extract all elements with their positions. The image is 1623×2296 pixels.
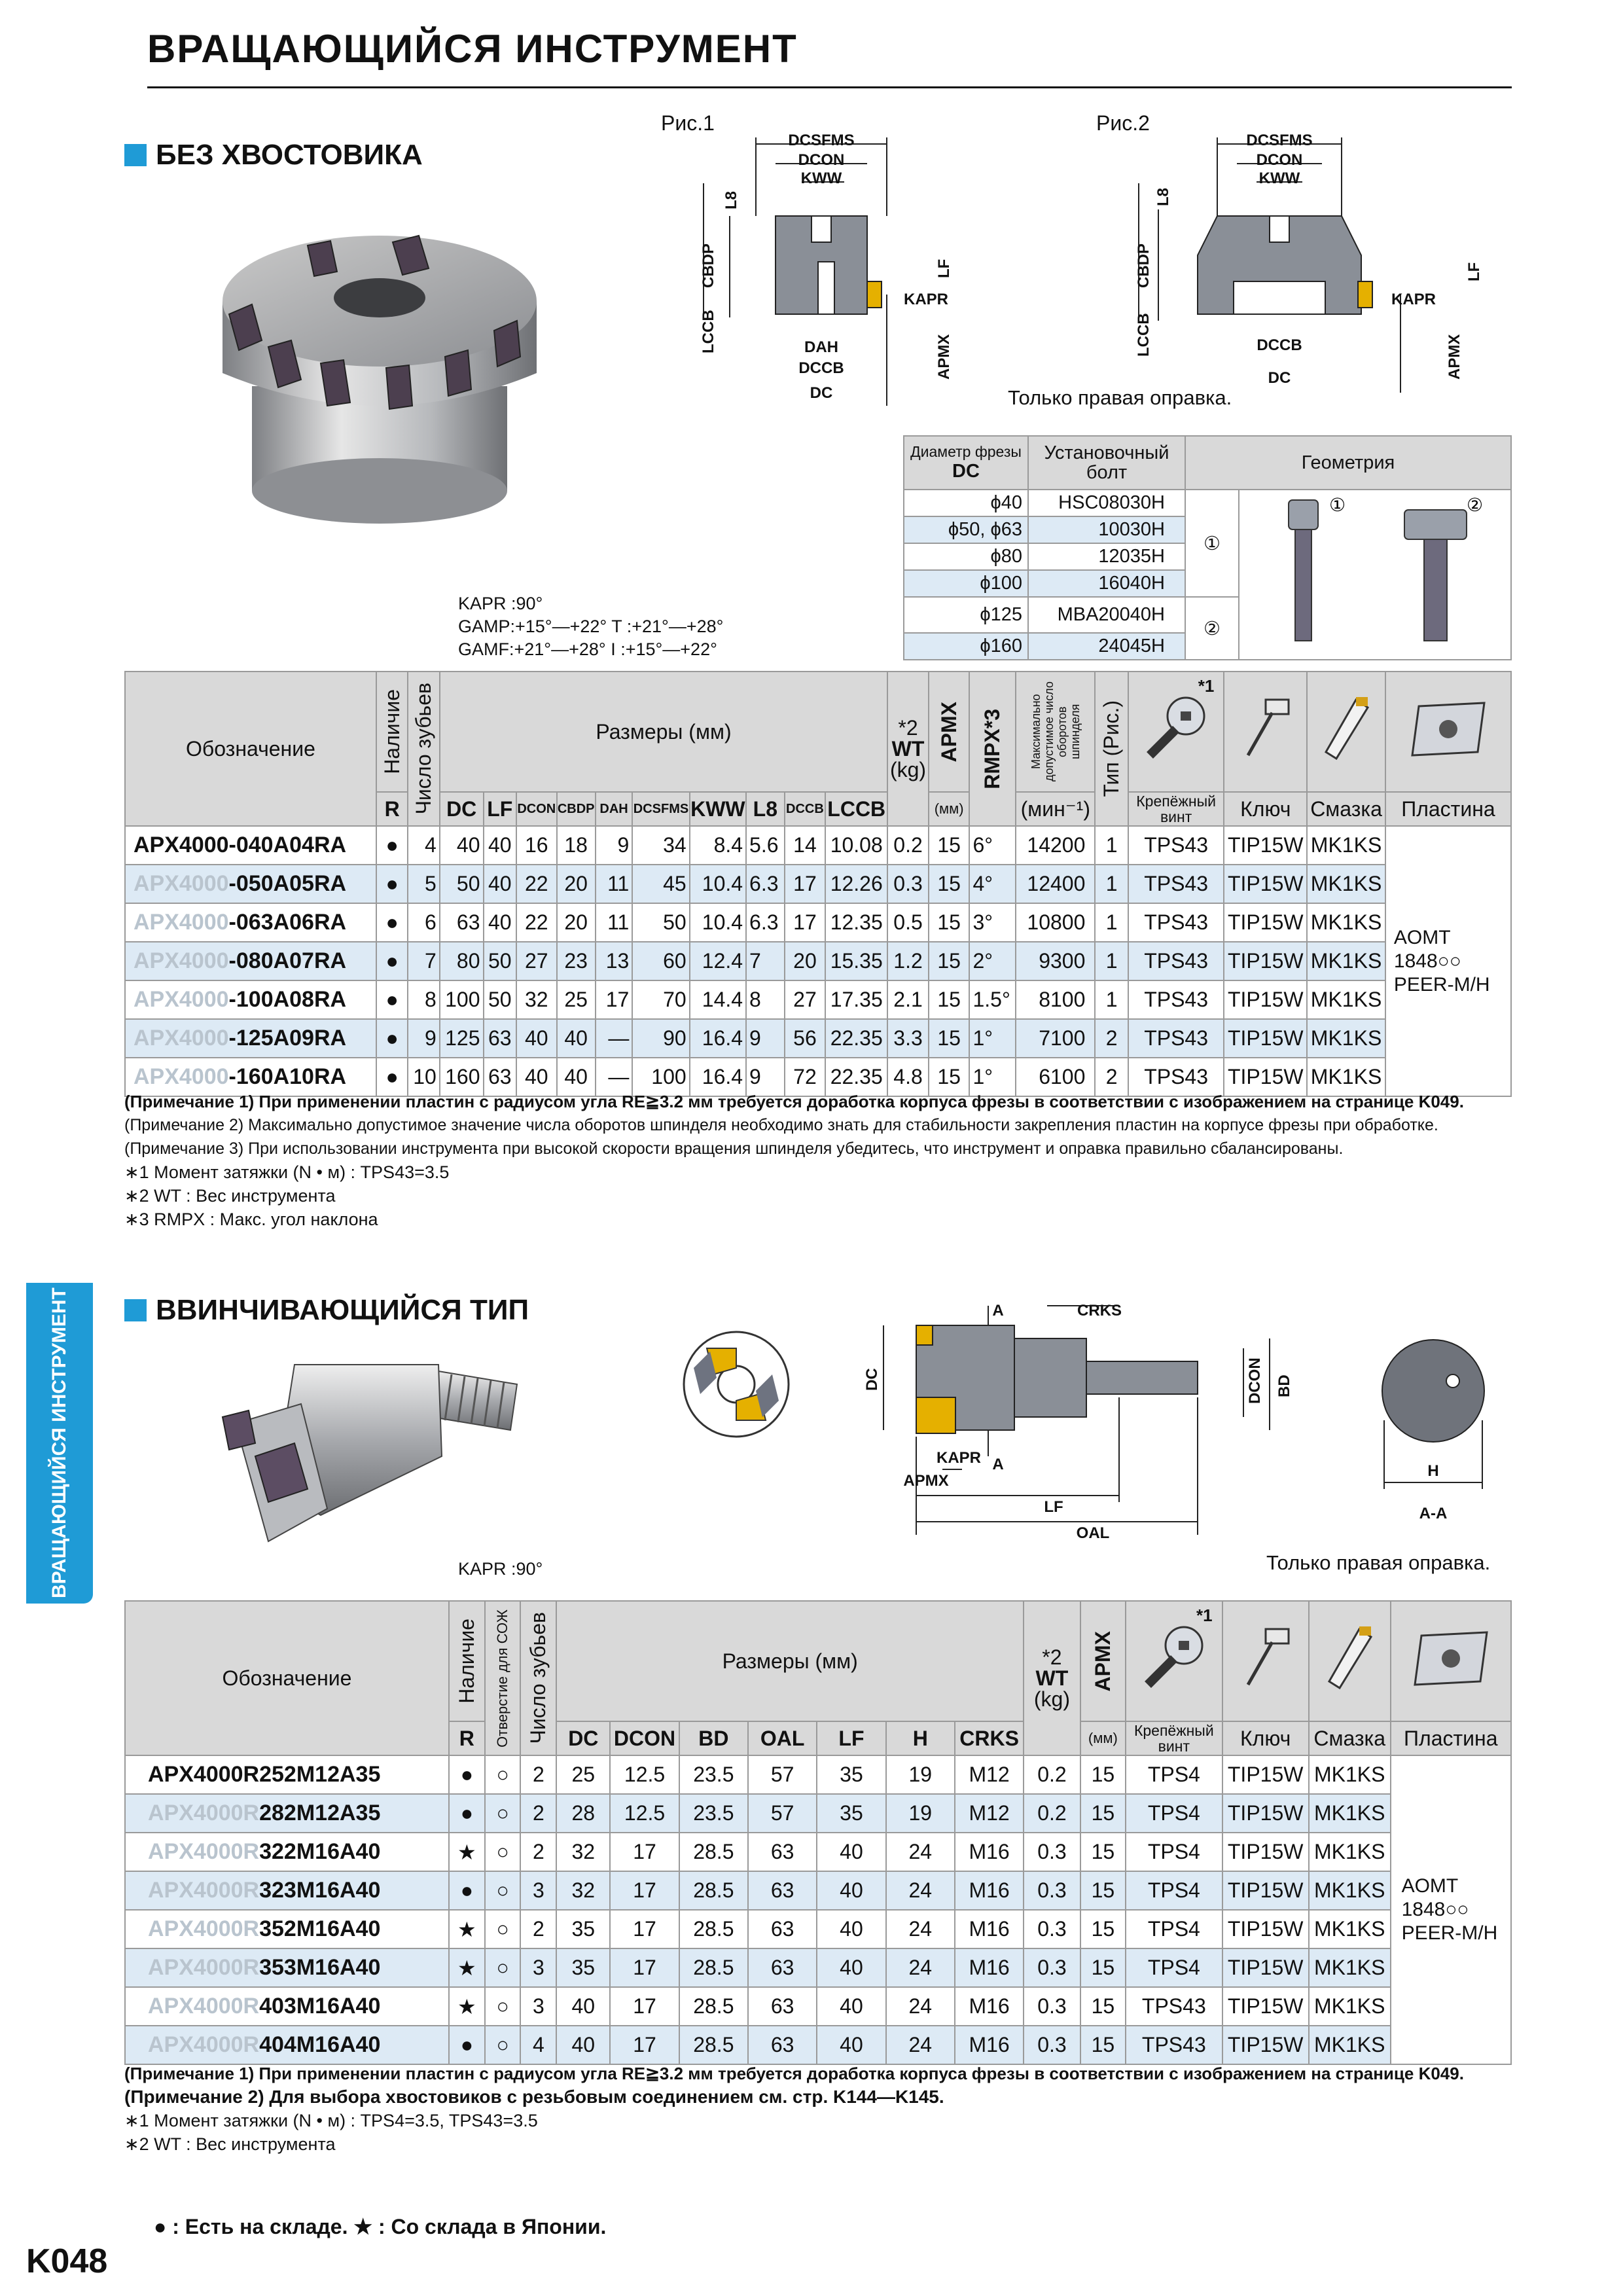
dim2-lccb: LCCB — [1135, 313, 1152, 357]
dim2-cbdp: CBDP — [1135, 243, 1152, 288]
svg-text:②: ② — [1467, 495, 1484, 515]
notes-section2 — [124, 2062, 1464, 2156]
dim2-dcsfms: DCSFMS — [1246, 132, 1313, 149]
header-apmx-2: APMX — [1080, 1601, 1126, 1721]
table-row: APX4000-125A09RA ● 9 125 63 40 40 — 90 16.4 9 56 22.35 3.3 15 1° 7100 2 TPS43 TIP15W MK1KS — [125, 1019, 1511, 1058]
section-square-icon — [124, 144, 147, 166]
table-row: APX4000R403M16A40 ★ ○ 3 40 17 28.5 63 40 24 M16 0.3 15 TPS43 TIP15W MK1KS — [125, 1987, 1511, 2026]
header-type: Тип (Рис.) — [1095, 672, 1128, 826]
bolt-geometry-images — [1239, 490, 1511, 660]
dim-dc: DC — [810, 384, 833, 402]
header-dimensions: Размеры (мм) — [440, 672, 887, 792]
dim2-kapr: KAPR — [1391, 291, 1436, 308]
bolt-table — [903, 435, 1512, 660]
header-rpm: (мин⁻¹) — [1016, 792, 1095, 826]
header-coolant: Отверстие для СОЖ — [485, 1601, 521, 1755]
dim2-dc: DC — [1268, 369, 1291, 387]
side-view-drawing — [857, 1299, 1329, 1541]
dim-dah: DAH — [804, 338, 838, 356]
header-stock: Наличие — [376, 672, 408, 792]
section-heading-shell-mill — [124, 139, 423, 171]
table-row: APX4000-080A07RA ● 7 80 50 27 23 13 60 12.4 7 20 15.35 1.2 15 2° 9300 1 TPS43 TIP15W MK1KS — [125, 942, 1511, 980]
table-row: APX4000-063A06RA ● 6 63 40 22 20 11 50 10.4 6.3 17 12.35 0.5 15 3° 10800 1 TPS43 TIP15W MK1KS — [125, 903, 1511, 942]
bolt-row: ϕ100 16040H — [904, 570, 1511, 597]
table-row: APX4000R353M16A40 ★ ○ 3 35 17 28.5 63 40 24 M16 0.3 15 TPS4 TIP15W MK1KS — [125, 1948, 1511, 1987]
table-row: APX4000R282M12A35 ● ○ 2 28 12.5 23.5 57 35 19 M12 0.2 15 TPS4 TIP15W MK1KS — [125, 1794, 1511, 1833]
header-bd: BD — [679, 1721, 748, 1755]
section-square-icon — [124, 1299, 147, 1321]
dim2-kww: KWW — [1258, 170, 1300, 187]
header-screw-2: Крепёжный винт — [1126, 1721, 1222, 1755]
title-rule — [147, 86, 1512, 88]
grease-tube-icon — [1320, 1623, 1379, 1695]
table-row: APX4000-040A04RA ● 4 40 40 16 18 9 34 8.4 5.6 14 10.08 0.2 15 6° 14200 1 TPS43 TIP15W MK1KS AOMT 1848○○ PEER-M/H — [125, 826, 1511, 865]
dim-l8: L8 — [722, 190, 740, 209]
dim-kapr-2: KAPR — [936, 1449, 982, 1467]
dim-dccb: DCCB — [798, 359, 844, 377]
dim-h: H — [1427, 1462, 1439, 1480]
fig2-label: Рис.2 — [1096, 111, 1150, 135]
table-row: APX4000R322M16A40 ★ ○ 2 32 17 28.5 63 40 24 M16 0.3 15 TPS4 TIP15W MK1KS — [125, 1833, 1511, 1871]
header-teeth: Число зубьев — [408, 672, 439, 826]
header-max-speed: Максимально допустимое число оборотов шпинделя — [1016, 672, 1095, 792]
table-row: APX4000-160A10RA ● 10 160 63 40 40 — 100 16.4 9 72 22.35 4.8 15 1° 6100 2 TPS43 TIP15W MK1KS — [125, 1058, 1511, 1096]
dim-dc-2: DC — [863, 1368, 881, 1391]
header-screw-icon-cell: *1 — [1128, 672, 1224, 792]
angle-gamp: GAMP:+15°—+22° T :+21°—+28° — [458, 617, 724, 636]
insert-spec: AOMT 1848○○ PEER-M/H — [1385, 826, 1511, 1096]
dim2-dccb: DCCB — [1257, 336, 1302, 354]
dim-lccb: LCCB — [700, 310, 717, 353]
table-row: APX4000-050A05RA ● 5 50 40 22 20 11 45 10.4 6.3 17 12.26 0.3 15 4° 12400 1 TPS43 TIP15W MK1KS — [125, 865, 1511, 903]
angle-kapr: KAPR :90° — [458, 594, 543, 613]
screw-in-spec-table — [124, 1600, 1512, 2065]
dim-apmx: APMX — [935, 334, 953, 380]
shell-mill-photo — [196, 216, 563, 543]
header-key-icon-cell-2 — [1222, 1601, 1309, 1721]
header-r: R — [376, 792, 408, 826]
insert-icon — [1399, 693, 1497, 765]
dim-a-top: A — [992, 1302, 1004, 1319]
header-dc: DC — [440, 792, 484, 826]
header-grease-icon-cell-2 — [1309, 1601, 1391, 1721]
header-grease-2: Смазка — [1309, 1721, 1391, 1755]
bolt-row: ϕ160 24045H — [904, 633, 1511, 660]
dim-dcon: DCON — [798, 151, 845, 169]
header-dcsfms: DCSFMS — [632, 792, 689, 826]
angle-gamf: GAMF:+21°—+28° I :+15°—+22° — [458, 639, 717, 659]
header-mm: (мм) — [929, 792, 970, 826]
dim2-dcon: DCON — [1256, 151, 1303, 169]
header-kww: KWW — [690, 792, 746, 826]
header-h: H — [886, 1721, 955, 1755]
dim-bd: BD — [1275, 1374, 1293, 1397]
header-designation-2: Обозначение — [125, 1601, 449, 1755]
section-heading-screw-in — [124, 1294, 529, 1327]
header-insert-icon-cell — [1385, 672, 1511, 792]
header-key-2: Ключ — [1222, 1721, 1309, 1755]
key-icon — [1236, 1623, 1295, 1695]
footnote-1: ∗1 Момент затяжки (N • м) : TPS43=3.5 — [124, 1162, 450, 1182]
bolt-table-header-dc: Диаметр фрезы DC — [904, 436, 1028, 490]
header-r-2: R — [449, 1721, 485, 1755]
stock-legend: ● : Есть на складе. ★ : Со склада в Японии. — [154, 2215, 607, 2238]
header-insert: Пластина — [1385, 792, 1511, 826]
dim-lf-2: LF — [1044, 1498, 1063, 1516]
bolt-table-header-bolt: Установочный болт — [1028, 436, 1185, 490]
bolt-row: ϕ50, ϕ63 10030H — [904, 516, 1511, 543]
dim-a-bottom: A — [992, 1456, 1004, 1473]
dim-dcsfms: DCSFMS — [788, 132, 855, 149]
table-row: APX4000-100A08RA ● 8 100 50 32 25 17 70 14.4 8 27 17.35 2.1 15 1.5° 8100 1 TPS43 TIP15W MK1KS — [125, 980, 1511, 1019]
header-lf-2: LF — [817, 1721, 885, 1755]
grease-tube-icon — [1317, 693, 1376, 765]
shell-mill-spec-table — [124, 671, 1512, 1097]
fig2-drawing — [1126, 131, 1492, 406]
header-key: Ключ — [1224, 792, 1307, 826]
header-rmpx: RMPX*3 — [969, 672, 1016, 826]
fig1-label: Рис.1 — [661, 111, 715, 135]
right-only-note-2: Только правая оправка. — [1266, 1551, 1491, 1574]
header-crks: CRKS — [955, 1721, 1024, 1755]
header-cbdp: CBDP — [557, 792, 596, 826]
header-dcon-2: DCON — [610, 1721, 679, 1755]
footnote2-1: ∗1 Момент затяжки (N • м) : TPS4=3.5, TPS43=3.5 — [124, 2111, 538, 2130]
header-grease: Смазка — [1307, 792, 1385, 826]
header-apmx: APMX — [929, 672, 970, 792]
dim-apmx-2: APMX — [903, 1472, 949, 1490]
header-insert-2: Пластина — [1391, 1721, 1511, 1755]
header-screw: Крепёжный винт — [1128, 792, 1224, 826]
insert-spec-2: AOMT 1848○○ PEER-M/H — [1391, 1755, 1511, 2064]
header-grease-icon-cell — [1307, 672, 1385, 792]
note-3: (Примечание 3) При использовании инструмента при высокой скорости вращения шпинделя убедитесь, что инструмент и оправка правильно сбалансированы. — [124, 1139, 1344, 1158]
bolt-table-header-geometry: Геометрия — [1185, 436, 1511, 490]
stock-in-stock-icon: ● — [376, 826, 408, 865]
header-lf: LF — [484, 792, 517, 826]
dim-oal: OAL — [1076, 1524, 1110, 1541]
header-teeth-2: Число зубьев — [520, 1601, 556, 1755]
label-a-a: A-A — [1419, 1505, 1448, 1522]
header-wt-2: *2 WT (kg) — [1024, 1601, 1080, 1755]
header-dc-2: DC — [556, 1721, 610, 1755]
section-heading-text: БЕЗ ХВОСТОВИКА — [156, 139, 423, 171]
page-title: ВРАЩАЮЩИЙСЯ ИНСТРУМЕНТ — [147, 27, 798, 71]
side-section-tab[interactable]: ВРАЩАЮЩИЙСЯ ИНСТРУМЕНТ — [26, 1283, 93, 1604]
right-only-note-1: Только правая оправка. — [1008, 386, 1232, 409]
section-heading-text: ВВИНЧИВАЮЩИЙСЯ ТИП — [156, 1294, 529, 1326]
note2-1: (Примечание 1) При применении пластин с радиусом угла RE≧3.2 мм требуется доработка корпуса фрезы в соответствии с изображением на странице K049. — [124, 2064, 1464, 2083]
bolt-drawings — [1264, 490, 1486, 654]
header-l8: L8 — [746, 792, 785, 826]
screw-icon — [1138, 1623, 1210, 1695]
page-number: K048 — [26, 2242, 108, 2280]
note2-2: (Примечание 2) Для выбора хвостовиков с резьбовым соединением см. стр. K144—K145. — [124, 2087, 944, 2107]
header-dccb: DCCB — [785, 792, 826, 826]
section-aa-drawing — [1371, 1329, 1495, 1538]
front-view-drawing — [674, 1322, 798, 1446]
dim-crks: CRKS — [1077, 1302, 1122, 1319]
header-designation: Обозначение — [125, 672, 376, 826]
header-dimensions-2: Размеры (мм) — [556, 1601, 1024, 1721]
header-stock-2: Наличие — [449, 1601, 485, 1721]
note-1: (Примечание 1) При применении пластин с радиусом угла RE≧3.2 мм требуется доработка корпуса фрезы в соответствии с изображением на странице K049. — [124, 1092, 1464, 1111]
dim2-l8: L8 — [1154, 187, 1172, 206]
header-screw-icon-cell-2: *1 — [1126, 1601, 1222, 1721]
screw-in-cutter-photo — [196, 1345, 537, 1561]
header-insert-icon-cell-2 — [1391, 1601, 1511, 1721]
header-wt: *2 WT (kg) — [887, 672, 929, 826]
geometry-1-label: ① — [1185, 490, 1239, 597]
table-row: APX4000R323M16A40 ● ○ 3 32 17 28.5 63 40 24 M16 0.3 15 TPS4 TIP15W MK1KS — [125, 1871, 1511, 1910]
header-key-icon-cell — [1224, 672, 1307, 792]
note-2: (Примечание 2) Максимально допустимое значение числа оборотов шпинделя необходимо знать для стабильности закрепления пластин на корпусе фрезы при обработке. — [124, 1116, 1438, 1134]
header-dcon: DCON — [516, 792, 557, 826]
footnote-3: ∗3 RMPX : Макс. угол наклона — [124, 1210, 378, 1229]
header-lccb: LCCB — [825, 792, 887, 826]
table-row: APX4000R252M12A35 ● ○ 2 25 12.5 23.5 57 35 19 M12 0.2 15 TPS4 TIP15W MK1KS AOMT 1848○○ PEER-M/H — [125, 1755, 1511, 1794]
notes-section1 — [124, 1090, 1464, 1231]
bolt-row: ϕ125 MBA20040H ② — [904, 597, 1511, 633]
insert-icon — [1402, 1623, 1500, 1695]
table-row: APX4000R352M16A40 ★ ○ 2 35 17 28.5 63 40 24 M16 0.3 15 TPS4 TIP15W MK1KS — [125, 1910, 1511, 1948]
table-row: APX4000R404M16A40 ● ○ 4 40 17 28.5 63 40 24 M16 0.3 15 TPS43 TIP15W MK1KS — [125, 2026, 1511, 2064]
footnote2-2: ∗2 WT : Вес инструмента — [124, 2134, 336, 2154]
header-dah: DAH — [596, 792, 633, 826]
footnote-2: ∗2 WT : Вес инструмента — [124, 1186, 336, 1206]
dim-cbdp: CBDP — [700, 243, 717, 288]
svg-text:①: ① — [1329, 495, 1346, 515]
header-oal: OAL — [748, 1721, 817, 1755]
fig1-drawing — [690, 131, 1057, 419]
screw-icon — [1140, 693, 1212, 765]
dim2-lf: LF — [1465, 262, 1483, 281]
bolt-row: ϕ80 12035H — [904, 543, 1511, 570]
angle-kapr-2: KAPR :90° — [458, 1559, 543, 1579]
header-mm-2: (мм) — [1080, 1721, 1126, 1755]
dim-kapr: KAPR — [903, 291, 949, 308]
key-icon — [1236, 693, 1295, 765]
geometry-2-label: ② — [1185, 597, 1239, 660]
dim-dcon-2: DCON — [1246, 1357, 1264, 1404]
bolt-row: ϕ40 HSC08030H ① ① ② — [904, 490, 1511, 516]
dim-kww: KWW — [800, 170, 842, 187]
dim2-apmx: APMX — [1446, 334, 1463, 380]
dim-lf: LF — [935, 259, 953, 278]
